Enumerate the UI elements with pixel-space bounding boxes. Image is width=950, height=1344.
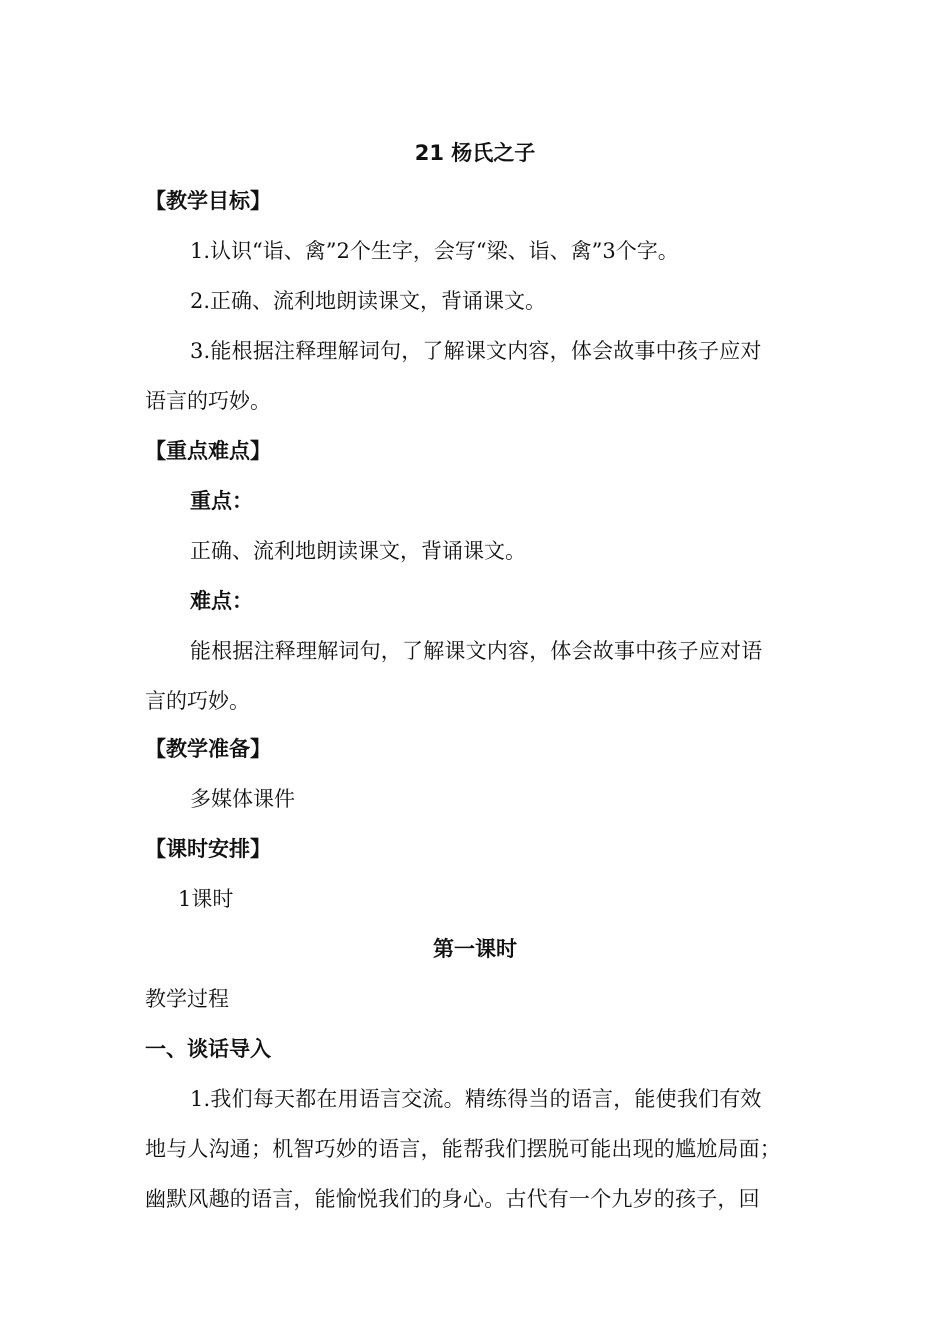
prep-heading: 【教学准备】 [145,737,271,761]
objectives-heading: 【教学目标】 [145,189,271,213]
lesson-title: 第一课时 [433,937,517,961]
step1-line-2: 地与人沟通；机智巧妙的语言，能帮我们摆脱可能出现的尴尬局面； [145,1137,781,1161]
objective-item-2: 2.正确、流利地朗读课文，背诵课文。 [190,289,547,313]
difficult-text: 能根据注释理解词句，了解课文内容，体会故事中孩子应对语 [190,639,763,663]
difficult-label: 难点： [190,589,253,613]
schedule-text: 1课时 [178,887,234,911]
key-label: 重点： [190,489,253,513]
step1-line-3: 幽默风趣的语言，能愉悦我们的身心。古代有一个九岁的孩子，回 [145,1187,760,1211]
objective-item-3-cont: 语言的巧妙。 [145,389,271,413]
difficult-text-cont: 言的巧妙。 [145,689,250,713]
step1-heading: 一、谈话导入 [145,1037,271,1061]
document-title: 21 杨氏之子 [414,141,536,165]
key-text: 正确、流利地朗读课文，背诵课文。 [190,539,526,563]
prep-text: 多媒体课件 [190,787,295,811]
schedule-heading: 【课时安排】 [145,837,271,861]
step1-line-1: 1.我们每天都在用语言交流。精练得当的语言，能使我们有效 [190,1087,762,1111]
objective-item-3: 3.能根据注释理解词句，了解课文内容，体会故事中孩子应对 [190,339,762,363]
objective-item-1: 1.认识“诣、禽”2个生字，会写“梁、诣、禽”3个字。 [190,239,679,263]
process-label: 教学过程 [145,987,229,1011]
keypoints-heading: 【重点难点】 [145,439,271,463]
